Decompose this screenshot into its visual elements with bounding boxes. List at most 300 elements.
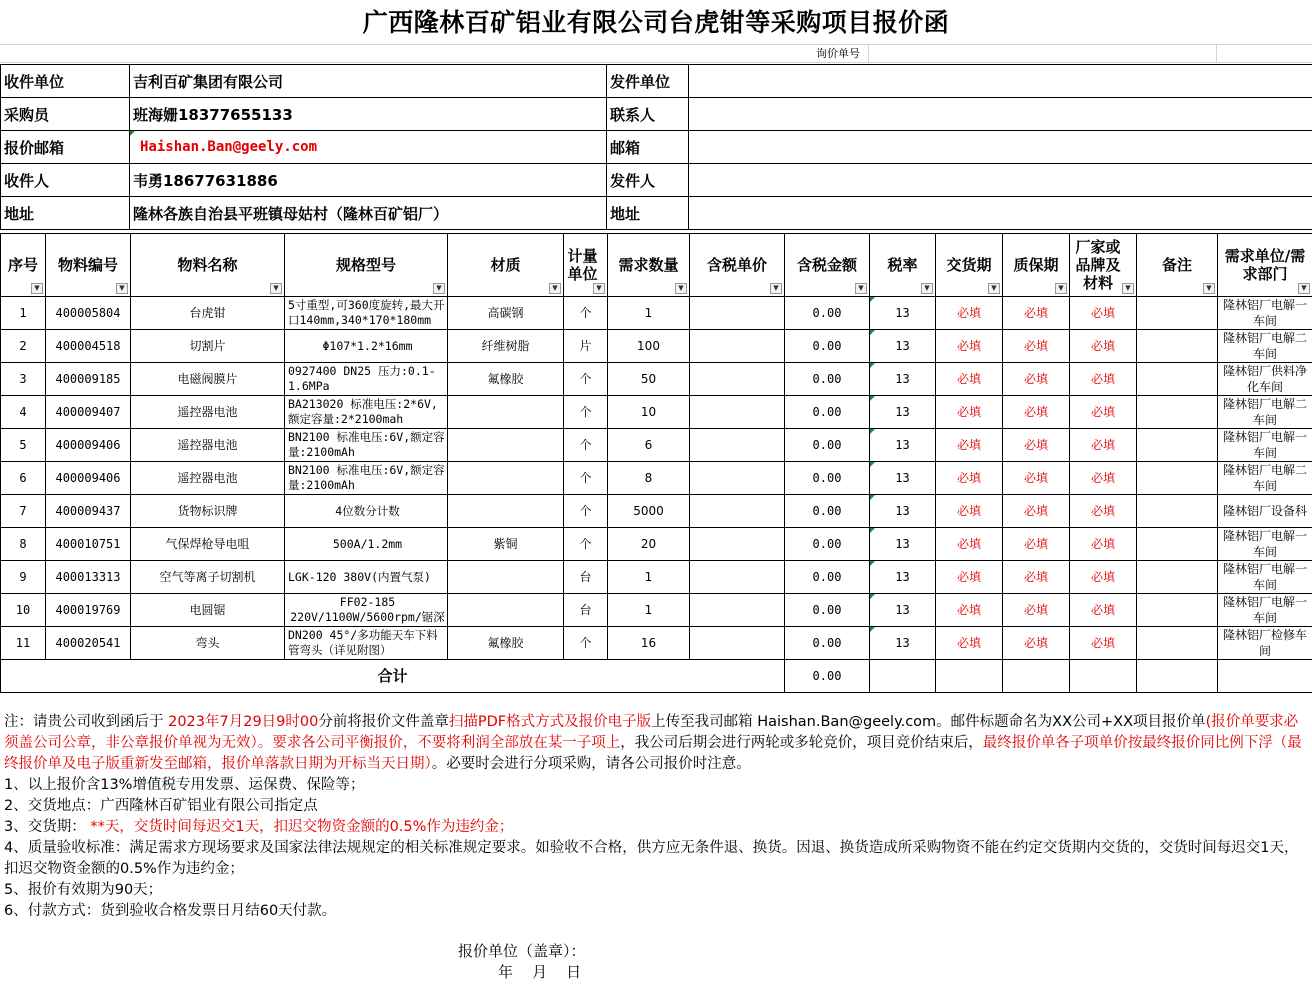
cell-text: 必填 xyxy=(956,437,981,452)
header-label: 材质 xyxy=(490,256,521,274)
cell-amount[interactable] xyxy=(785,429,870,462)
cell-no[interactable] xyxy=(1,396,46,429)
comment-marker xyxy=(870,594,875,599)
cell-brand[interactable] xyxy=(1070,495,1137,528)
cell-qty[interactable] xyxy=(608,627,690,660)
cell-code[interactable] xyxy=(46,297,131,330)
filter-dropdown-icon[interactable]: ▼ xyxy=(593,283,605,294)
comment-marker xyxy=(870,495,875,500)
cell-name[interactable] xyxy=(131,561,285,594)
cell-delivery[interactable] xyxy=(936,429,1003,462)
cell-price[interactable] xyxy=(690,297,785,330)
cell-spec[interactable] xyxy=(285,561,448,594)
cell-code[interactable] xyxy=(46,627,131,660)
header-unit[interactable] xyxy=(564,234,608,297)
header-label: 质保期 xyxy=(1013,256,1059,274)
cell-remark[interactable] xyxy=(1137,363,1218,396)
recipient-label: 收件人 xyxy=(1,164,130,197)
cell-dept[interactable] xyxy=(1218,429,1312,462)
cell-dept[interactable] xyxy=(1218,561,1312,594)
cell-delivery[interactable] xyxy=(936,627,1003,660)
cell-remark[interactable] xyxy=(1137,330,1218,363)
header-price[interactable] xyxy=(690,234,785,297)
address2-label: 地址 xyxy=(607,197,689,230)
cell-text: 气保焊枪导电咀 xyxy=(165,536,250,551)
cell-spec[interactable] xyxy=(285,495,448,528)
filter-dropdown-icon[interactable]: ▼ xyxy=(31,283,43,294)
cell-text: 必填 xyxy=(1090,338,1115,353)
cell-text: 必填 xyxy=(1090,470,1115,485)
cell-delivery[interactable] xyxy=(936,495,1003,528)
header-qty[interactable] xyxy=(608,234,690,297)
cell-brand[interactable] xyxy=(1070,429,1137,462)
cell-dept[interactable] xyxy=(1218,396,1312,429)
cell-text: 个 xyxy=(579,437,592,452)
cell-amount[interactable] xyxy=(785,528,870,561)
contact-value[interactable] xyxy=(689,98,1312,131)
cell-text: 3 xyxy=(19,371,27,386)
recv-unit-label: 收件单位 xyxy=(1,65,130,98)
total-empty-cell[interactable] xyxy=(1218,660,1312,693)
cell-text: 500A/1.2mm xyxy=(332,536,403,551)
cell-no[interactable] xyxy=(1,429,46,462)
cell-remark[interactable] xyxy=(1137,429,1218,462)
cell-material[interactable] xyxy=(448,297,564,330)
cell-brand[interactable] xyxy=(1070,363,1137,396)
cell-qty[interactable] xyxy=(608,594,690,627)
cell-spec[interactable] xyxy=(285,429,448,462)
cell-dept[interactable] xyxy=(1218,627,1312,660)
total-empty-cell[interactable] xyxy=(870,660,936,693)
cell-tax[interactable] xyxy=(870,363,936,396)
cell-name[interactable] xyxy=(131,297,285,330)
cell-text: 必填 xyxy=(1023,503,1048,518)
cell-material[interactable] xyxy=(448,462,564,495)
header-label: 交货期 xyxy=(946,256,992,274)
table-row xyxy=(1,495,1312,528)
buyer-label: 采购员 xyxy=(1,98,130,131)
cell-unit[interactable] xyxy=(564,330,608,363)
notes xyxy=(4,712,1306,922)
cell-no[interactable] xyxy=(1,495,46,528)
filter-dropdown-icon[interactable]: ▼ xyxy=(770,283,782,294)
cell-spec[interactable] xyxy=(285,330,448,363)
cell-amount[interactable] xyxy=(785,594,870,627)
cell-no[interactable] xyxy=(1,363,46,396)
filter-dropdown-icon[interactable]: ▼ xyxy=(433,283,445,294)
cell-price[interactable] xyxy=(690,528,785,561)
address2-value[interactable] xyxy=(689,197,1312,230)
recipient-value[interactable]: 韦勇18677631886 xyxy=(130,164,607,197)
cell-name[interactable] xyxy=(131,528,285,561)
cell-text: 台 xyxy=(579,569,592,584)
cell-text: 400020541 xyxy=(55,635,121,650)
cell-delivery[interactable] xyxy=(936,363,1003,396)
cell-material[interactable] xyxy=(448,396,564,429)
cell-amount[interactable] xyxy=(785,627,870,660)
cell-name[interactable] xyxy=(131,330,285,363)
cell-text: 0.00 xyxy=(812,371,842,386)
note-6: 6、付款方式：货到验收合格发票日月结60天付款。 xyxy=(4,903,337,919)
cell-text: 弯头 xyxy=(195,635,220,650)
cell-text: 必填 xyxy=(1023,437,1048,452)
cell-dept[interactable] xyxy=(1218,330,1312,363)
cell-text: 必填 xyxy=(956,602,981,617)
cell-text: 400013313 xyxy=(55,569,121,584)
cell-text: 必填 xyxy=(1023,305,1048,320)
cell-dept[interactable] xyxy=(1218,528,1312,561)
cell-tax[interactable] xyxy=(870,561,936,594)
cell-text: 400004518 xyxy=(55,338,121,353)
cell-spec[interactable] xyxy=(285,297,448,330)
cell-name[interactable] xyxy=(131,627,285,660)
header-label: 需求数量 xyxy=(618,256,679,274)
sender-value[interactable] xyxy=(689,164,1312,197)
cell-qty[interactable] xyxy=(608,528,690,561)
cell-remark[interactable] xyxy=(1137,627,1218,660)
cell-unit[interactable] xyxy=(564,594,608,627)
cell-unit[interactable] xyxy=(564,297,608,330)
filter-dropdown-icon[interactable]: ▼ xyxy=(1055,283,1067,294)
cell-delivery[interactable] xyxy=(936,330,1003,363)
comment-marker xyxy=(870,396,875,401)
note-delivery-penalty: **天，交货时间每迟交1天，扣迟交物资金额的0.5%作为违约金； xyxy=(90,819,514,835)
cell-text: 个 xyxy=(579,371,592,386)
cell-code[interactable] xyxy=(46,561,131,594)
cell-text: 纤维树脂 xyxy=(481,338,530,353)
header-delivery[interactable] xyxy=(936,234,1003,297)
cell-qty[interactable] xyxy=(608,429,690,462)
cell-text: 必填 xyxy=(956,470,981,485)
grid-line xyxy=(868,44,869,63)
cell-text: 5 xyxy=(19,437,27,452)
cell-code[interactable] xyxy=(46,330,131,363)
cell-brand[interactable] xyxy=(1070,627,1137,660)
cell-no[interactable] xyxy=(1,561,46,594)
cell-spec[interactable] xyxy=(285,528,448,561)
filter-dropdown-icon[interactable]: ▼ xyxy=(921,283,933,294)
cell-text: 必填 xyxy=(1023,470,1048,485)
note-text: ，我公司后期会进行两轮或多轮竞价，项目竞价结束后， xyxy=(620,735,983,751)
cell-text: 隆林铝厂电解一车间 xyxy=(1222,595,1307,625)
cell-text: LGK-120 380V(内置气泵) xyxy=(288,569,431,584)
cell-material[interactable] xyxy=(448,627,564,660)
cell-tax[interactable] xyxy=(870,330,936,363)
header-tax[interactable] xyxy=(870,234,936,297)
cell-brand[interactable] xyxy=(1070,561,1137,594)
cell-amount[interactable] xyxy=(785,561,870,594)
cell-code[interactable] xyxy=(46,462,131,495)
cell-delivery[interactable] xyxy=(936,297,1003,330)
cell-warranty[interactable] xyxy=(1003,396,1070,429)
cell-amount[interactable] xyxy=(785,363,870,396)
cell-warranty[interactable] xyxy=(1003,297,1070,330)
cell-delivery[interactable] xyxy=(936,528,1003,561)
cell-tax[interactable] xyxy=(870,528,936,561)
header-label: 需求单位/需求部门 xyxy=(1224,247,1306,283)
cell-no[interactable] xyxy=(1,528,46,561)
cell-text: 必填 xyxy=(956,536,981,551)
cell-qty[interactable] xyxy=(608,495,690,528)
cell-warranty[interactable] xyxy=(1003,462,1070,495)
filter-dropdown-icon[interactable]: ▼ xyxy=(270,283,282,294)
cell-text: BN2100 标准电压:6V,额定容量:2100mAh xyxy=(288,463,445,492)
cell-warranty[interactable] xyxy=(1003,561,1070,594)
cell-material[interactable] xyxy=(448,561,564,594)
cell-tax[interactable] xyxy=(870,495,936,528)
cell-text: 13 xyxy=(895,569,910,584)
cell-price[interactable] xyxy=(690,429,785,462)
cell-price[interactable] xyxy=(690,495,785,528)
cell-no[interactable] xyxy=(1,330,46,363)
items-table xyxy=(0,233,1312,693)
cell-remark[interactable] xyxy=(1137,495,1218,528)
cell-spec[interactable] xyxy=(285,363,448,396)
total-empty-cell[interactable] xyxy=(1070,660,1137,693)
cell-amount[interactable] xyxy=(785,495,870,528)
total-empty-cell[interactable] xyxy=(1003,660,1070,693)
cell-name[interactable] xyxy=(131,396,285,429)
cell-qty[interactable] xyxy=(608,363,690,396)
cell-amount[interactable] xyxy=(785,297,870,330)
cell-price[interactable] xyxy=(690,627,785,660)
cell-text: 20 xyxy=(640,536,657,551)
cell-no[interactable] xyxy=(1,297,46,330)
recv-unit-value[interactable]: 吉利百矿集团有限公司 xyxy=(130,65,607,98)
cell-delivery[interactable] xyxy=(936,462,1003,495)
cell-unit[interactable] xyxy=(564,363,608,396)
cell-unit[interactable] xyxy=(564,528,608,561)
email-value[interactable] xyxy=(130,131,607,164)
filter-dropdown-icon[interactable]: ▼ xyxy=(1203,283,1215,294)
cell-price[interactable] xyxy=(690,462,785,495)
cell-remark[interactable] xyxy=(1137,297,1218,330)
cell-unit[interactable] xyxy=(564,429,608,462)
cell-warranty[interactable] xyxy=(1003,429,1070,462)
cell-material[interactable] xyxy=(448,528,564,561)
total-row xyxy=(1,660,1312,693)
cell-amount[interactable] xyxy=(785,396,870,429)
filter-dropdown-icon[interactable]: ▼ xyxy=(1122,283,1134,294)
cell-text: 10 xyxy=(15,602,31,617)
cell-material[interactable] xyxy=(448,363,564,396)
cell-price[interactable] xyxy=(690,363,785,396)
cell-brand[interactable] xyxy=(1070,462,1137,495)
cell-unit[interactable] xyxy=(564,462,608,495)
header-warranty[interactable] xyxy=(1003,234,1070,297)
cell-text: 氟橡胶 xyxy=(487,371,524,386)
cell-warranty[interactable] xyxy=(1003,363,1070,396)
cell-code[interactable] xyxy=(46,594,131,627)
cell-remark[interactable] xyxy=(1137,594,1218,627)
cell-text: BA213020 标准电压:2*6V,额定容量:2*2100mah xyxy=(288,397,438,426)
cell-price[interactable] xyxy=(690,594,785,627)
header-no[interactable] xyxy=(1,234,46,297)
cell-text: 隆林铝厂检修车间 xyxy=(1222,628,1307,658)
filter-dropdown-icon[interactable]: ▼ xyxy=(116,283,128,294)
cell-remark[interactable] xyxy=(1137,561,1218,594)
header-dept[interactable] xyxy=(1218,234,1312,297)
email-text: Haishan.Ban@geely.com xyxy=(140,139,318,155)
filter-dropdown-icon[interactable]: ▼ xyxy=(855,283,867,294)
cell-text: 0.00 xyxy=(812,305,842,320)
cell-unit[interactable] xyxy=(564,627,608,660)
cell-warranty[interactable] xyxy=(1003,495,1070,528)
cell-no[interactable] xyxy=(1,627,46,660)
header-material[interactable] xyxy=(448,234,564,297)
cell-remark[interactable] xyxy=(1137,396,1218,429)
cell-warranty[interactable] xyxy=(1003,330,1070,363)
address-value[interactable]: 隆林各族自治县平班镇母姑村（隆林百矿铝厂） xyxy=(130,197,607,230)
cell-text: 5寸重型,可360度旋转,最大开口140mm,340*170*180mm xyxy=(288,298,445,327)
total-label: 合计 xyxy=(1,660,785,693)
cell-no[interactable] xyxy=(1,594,46,627)
total-amount[interactable]: 0.00 xyxy=(785,660,870,693)
cell-price[interactable] xyxy=(690,561,785,594)
cell-material[interactable] xyxy=(448,495,564,528)
cell-delivery[interactable] xyxy=(936,594,1003,627)
cell-delivery[interactable] xyxy=(936,561,1003,594)
cell-text: 400009437 xyxy=(55,503,121,518)
cell-text: 1 xyxy=(644,569,653,584)
cell-text: 必填 xyxy=(956,338,981,353)
cell-warranty[interactable] xyxy=(1003,528,1070,561)
note-5: 5、报价有效期为90天； xyxy=(4,882,163,898)
header-code[interactable] xyxy=(46,234,131,297)
cell-spec[interactable] xyxy=(285,627,448,660)
cell-spec[interactable] xyxy=(285,594,448,627)
cell-warranty[interactable] xyxy=(1003,594,1070,627)
inquiry-number-label: 询价单号 xyxy=(816,47,860,60)
note-text: 上传至我司邮箱 Haishan.Ban@geely.com。邮件标题命名为XX公司+XX项目报价单 xyxy=(651,714,1206,730)
cell-material[interactable] xyxy=(448,594,564,627)
header-brand[interactable] xyxy=(1070,234,1137,297)
date-label xyxy=(498,961,581,982)
cell-code[interactable] xyxy=(46,396,131,429)
cell-brand[interactable] xyxy=(1070,330,1137,363)
header-name[interactable] xyxy=(131,234,285,297)
mailbox-value[interactable] xyxy=(689,131,1312,164)
header-remark[interactable] xyxy=(1137,234,1218,297)
cell-warranty[interactable] xyxy=(1003,627,1070,660)
cell-qty[interactable] xyxy=(608,462,690,495)
cell-tax[interactable] xyxy=(870,627,936,660)
cell-qty[interactable] xyxy=(608,297,690,330)
cell-dept[interactable] xyxy=(1218,594,1312,627)
cell-spec[interactable] xyxy=(285,462,448,495)
cell-name[interactable] xyxy=(131,495,285,528)
cell-code[interactable] xyxy=(46,429,131,462)
cell-text: 6 xyxy=(644,437,653,452)
cell-price[interactable] xyxy=(690,330,785,363)
cell-text: 个 xyxy=(579,305,592,320)
cell-tax[interactable] xyxy=(870,462,936,495)
cell-qty[interactable] xyxy=(608,330,690,363)
cell-dept[interactable] xyxy=(1218,462,1312,495)
header-label: 序号 xyxy=(7,256,38,274)
cell-name[interactable] xyxy=(131,429,285,462)
cell-text: 隆林铝厂供料净化车间 xyxy=(1222,364,1307,394)
filter-dropdown-icon[interactable]: ▼ xyxy=(988,283,1000,294)
header-label: 物料编号 xyxy=(57,256,118,274)
filter-dropdown-icon[interactable]: ▼ xyxy=(1298,283,1310,294)
grid-line xyxy=(1216,44,1217,63)
cell-brand[interactable] xyxy=(1070,297,1137,330)
cell-name[interactable] xyxy=(131,594,285,627)
cell-text: 必填 xyxy=(1023,404,1048,419)
cell-text: 0927400 DN25 压力:0.1-1.6MPa xyxy=(288,364,436,393)
cell-text: 必填 xyxy=(1090,305,1115,320)
cell-text: 电圆锯 xyxy=(189,602,226,617)
cell-text: 遥控器电池 xyxy=(177,437,238,452)
cell-delivery[interactable] xyxy=(936,396,1003,429)
cell-text: 必填 xyxy=(956,569,981,584)
cell-unit[interactable] xyxy=(564,495,608,528)
header-label: 厂家或品牌及材料 xyxy=(1075,238,1121,292)
cell-brand[interactable] xyxy=(1070,528,1137,561)
cell-code[interactable] xyxy=(46,528,131,561)
cell-brand[interactable] xyxy=(1070,396,1137,429)
cell-text: 50 xyxy=(640,371,657,386)
header-spec[interactable] xyxy=(285,234,448,297)
header-row xyxy=(1,234,1312,297)
cell-tax[interactable] xyxy=(870,429,936,462)
cell-name[interactable] xyxy=(131,462,285,495)
cell-brand[interactable] xyxy=(1070,594,1137,627)
cell-no[interactable] xyxy=(1,462,46,495)
cell-remark[interactable] xyxy=(1137,528,1218,561)
cell-dept[interactable] xyxy=(1218,297,1312,330)
contact-label: 联系人 xyxy=(607,98,689,131)
cell-dept[interactable] xyxy=(1218,363,1312,396)
note-3 xyxy=(4,817,1306,838)
cell-dept[interactable] xyxy=(1218,495,1312,528)
cell-text: 0.00 xyxy=(812,470,842,485)
buyer-value[interactable]: 班海姗18377655133 xyxy=(130,98,607,131)
cell-text: 0.00 xyxy=(812,437,842,452)
comment-marker xyxy=(870,363,875,368)
cell-material[interactable] xyxy=(448,429,564,462)
total-empty-cell[interactable] xyxy=(936,660,1003,693)
send-unit-value[interactable] xyxy=(689,65,1312,98)
cell-qty[interactable] xyxy=(608,561,690,594)
cell-tax[interactable] xyxy=(870,396,936,429)
total-empty-cell[interactable] xyxy=(1137,660,1218,693)
cell-code[interactable] xyxy=(46,363,131,396)
cell-unit[interactable] xyxy=(564,561,608,594)
cell-amount[interactable] xyxy=(785,330,870,363)
date-text: 年 月 日 xyxy=(498,963,582,981)
header-amount[interactable] xyxy=(785,234,870,297)
cell-tax[interactable] xyxy=(870,297,936,330)
cell-text: 0.00 xyxy=(812,635,842,650)
filter-dropdown-icon[interactable]: ▼ xyxy=(549,283,561,294)
cell-amount[interactable] xyxy=(785,462,870,495)
cell-remark[interactable] xyxy=(1137,462,1218,495)
cell-unit[interactable] xyxy=(564,396,608,429)
cell-text: 13 xyxy=(895,371,910,386)
cell-spec[interactable] xyxy=(285,396,448,429)
cell-tax[interactable] xyxy=(870,594,936,627)
cell-name[interactable] xyxy=(131,363,285,396)
filter-dropdown-icon[interactable]: ▼ xyxy=(675,283,687,294)
cell-code[interactable] xyxy=(46,495,131,528)
cell-price[interactable] xyxy=(690,396,785,429)
cell-text: 必填 xyxy=(1090,602,1115,617)
cell-qty[interactable] xyxy=(608,396,690,429)
cell-text: 紫铜 xyxy=(493,536,518,551)
cell-material[interactable] xyxy=(448,330,564,363)
